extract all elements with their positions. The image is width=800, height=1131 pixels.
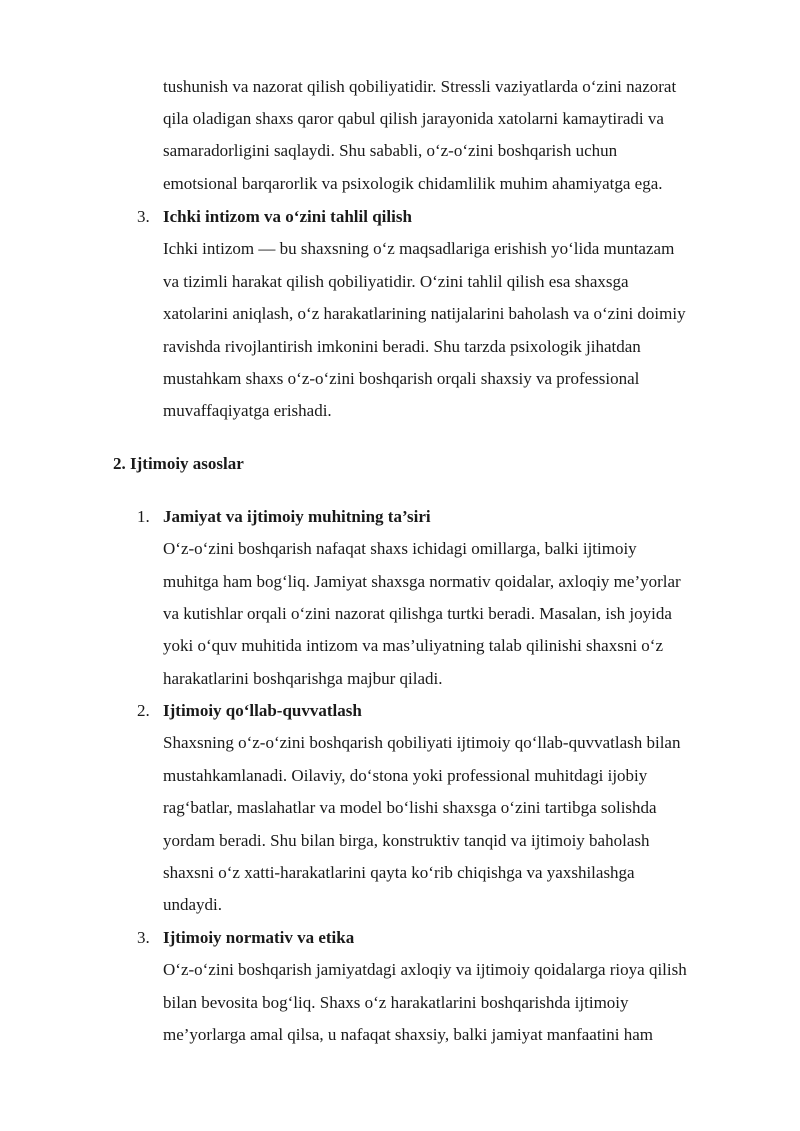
paragraph-line: va tizimli harakat qilish qobiliyatidir. O‘zini tahlil qilish esa shaxsga — [163, 272, 629, 291]
paragraph-line: undaydi. — [163, 895, 223, 914]
list-item-heading: Ichki intizom va o‘zini tahlil qilish — [163, 207, 412, 226]
paragraph-line: me’yorlarga amal qilsa, u nafaqat shaxsiy, balki jamiyat manfaatini ham — [163, 1025, 654, 1044]
paragraph-line: Ichki intizom — bu shaxsning o‘z maqsadlariga erishish yo‘lida muntazam — [163, 239, 675, 258]
list-number: 2. — [137, 701, 150, 720]
paragraph-line: O‘z-o‘zini boshqarish jamiyatdagi axloqiy va ijtimoiy qoidalarga rioya qilish — [163, 960, 687, 979]
paragraph-line: va kutishlar orqali o‘zini nazorat qilishga turtki beradi. Masalan, ish joyida — [163, 604, 672, 623]
list-item-heading: Ijtimoiy qo‘llab-quvvatlash — [163, 701, 362, 720]
list-item-heading: Jamiyat va ijtimoiy muhitning ta’siri — [163, 507, 431, 526]
paragraph-line: emotsional barqarorlik va psixologik chidamlilik muhim ahamiyatga ega. — [163, 174, 663, 193]
paragraph-line: muhitga ham bog‘liq. Jamiyat shaxsga normativ qoidalar, axloqiy me’yorlar — [163, 572, 681, 591]
paragraph-line: rag‘batlar, maslahatlar va model bo‘lishi shaxsga o‘zini tartibga solishda — [163, 798, 657, 817]
paragraph-line: yordam beradi. Shu bilan birga, konstruktiv tanqid va ijtimoiy baholash — [163, 831, 650, 850]
list-item-heading: Ijtimoiy normativ va etika — [163, 928, 355, 947]
paragraph-line: mustahkamlanadi. Oilaviy, do‘stona yoki professional muhitdagi ijobiy — [163, 766, 648, 785]
paragraph-line: shaxsni o‘z xatti-harakatlarini qayta ko‘rib chiqishga va yaxshilashga — [163, 863, 635, 882]
list-number: 3. — [137, 207, 150, 226]
paragraph-line: harakatlarini boshqarishga majbur qiladi. — [163, 669, 443, 688]
paragraph-line: xatolarini aniqlash, o‘z harakatlarining natijalarini baholash va o‘zini doimiy — [163, 304, 686, 323]
paragraph-line: tushunish va nazorat qilish qobiliyatidir. Stressli vaziyatlarda o‘zini nazorat — [163, 77, 677, 96]
paragraph-line: muvaffaqiyatga erishadi. — [163, 401, 332, 420]
paragraph-line: mustahkam shaxs o‘z-o‘zini boshqarish orqali shaxsiy va professional — [163, 369, 640, 388]
paragraph-line: qila oladigan shaxs qaror qabul qilish jarayonida xatolarni kamaytiradi va — [163, 109, 664, 128]
paragraph-line: bilan bevosita bog‘liq. Shaxs o‘z harakatlarini boshqarishda ijtimoiy — [163, 993, 629, 1012]
list-number: 3. — [137, 928, 150, 947]
paragraph-line: ravishda rivojlantirish imkonini beradi. Shu tarzda psixologik jihatdan — [163, 337, 641, 356]
paragraph-line: yoki o‘quv muhitida intizom va mas’uliyatning talab qilinishi shaxsni o‘z — [163, 636, 664, 655]
paragraph-line: Shaxsning o‘z-o‘zini boshqarish qobiliyati ijtimoiy qo‘llab-quvvatlash bilan — [163, 733, 681, 752]
list-number: 1. — [137, 507, 150, 526]
section-heading: 2. Ijtimoiy asoslar — [113, 454, 244, 473]
paragraph-line: samaradorligini saqlaydi. Shu sababli, o‘z-o‘zini boshqarish uchun — [163, 141, 618, 160]
paragraph-line: O‘z-o‘zini boshqarish nafaqat shaxs ichidagi omillarga, balki ijtimoiy — [163, 539, 637, 558]
